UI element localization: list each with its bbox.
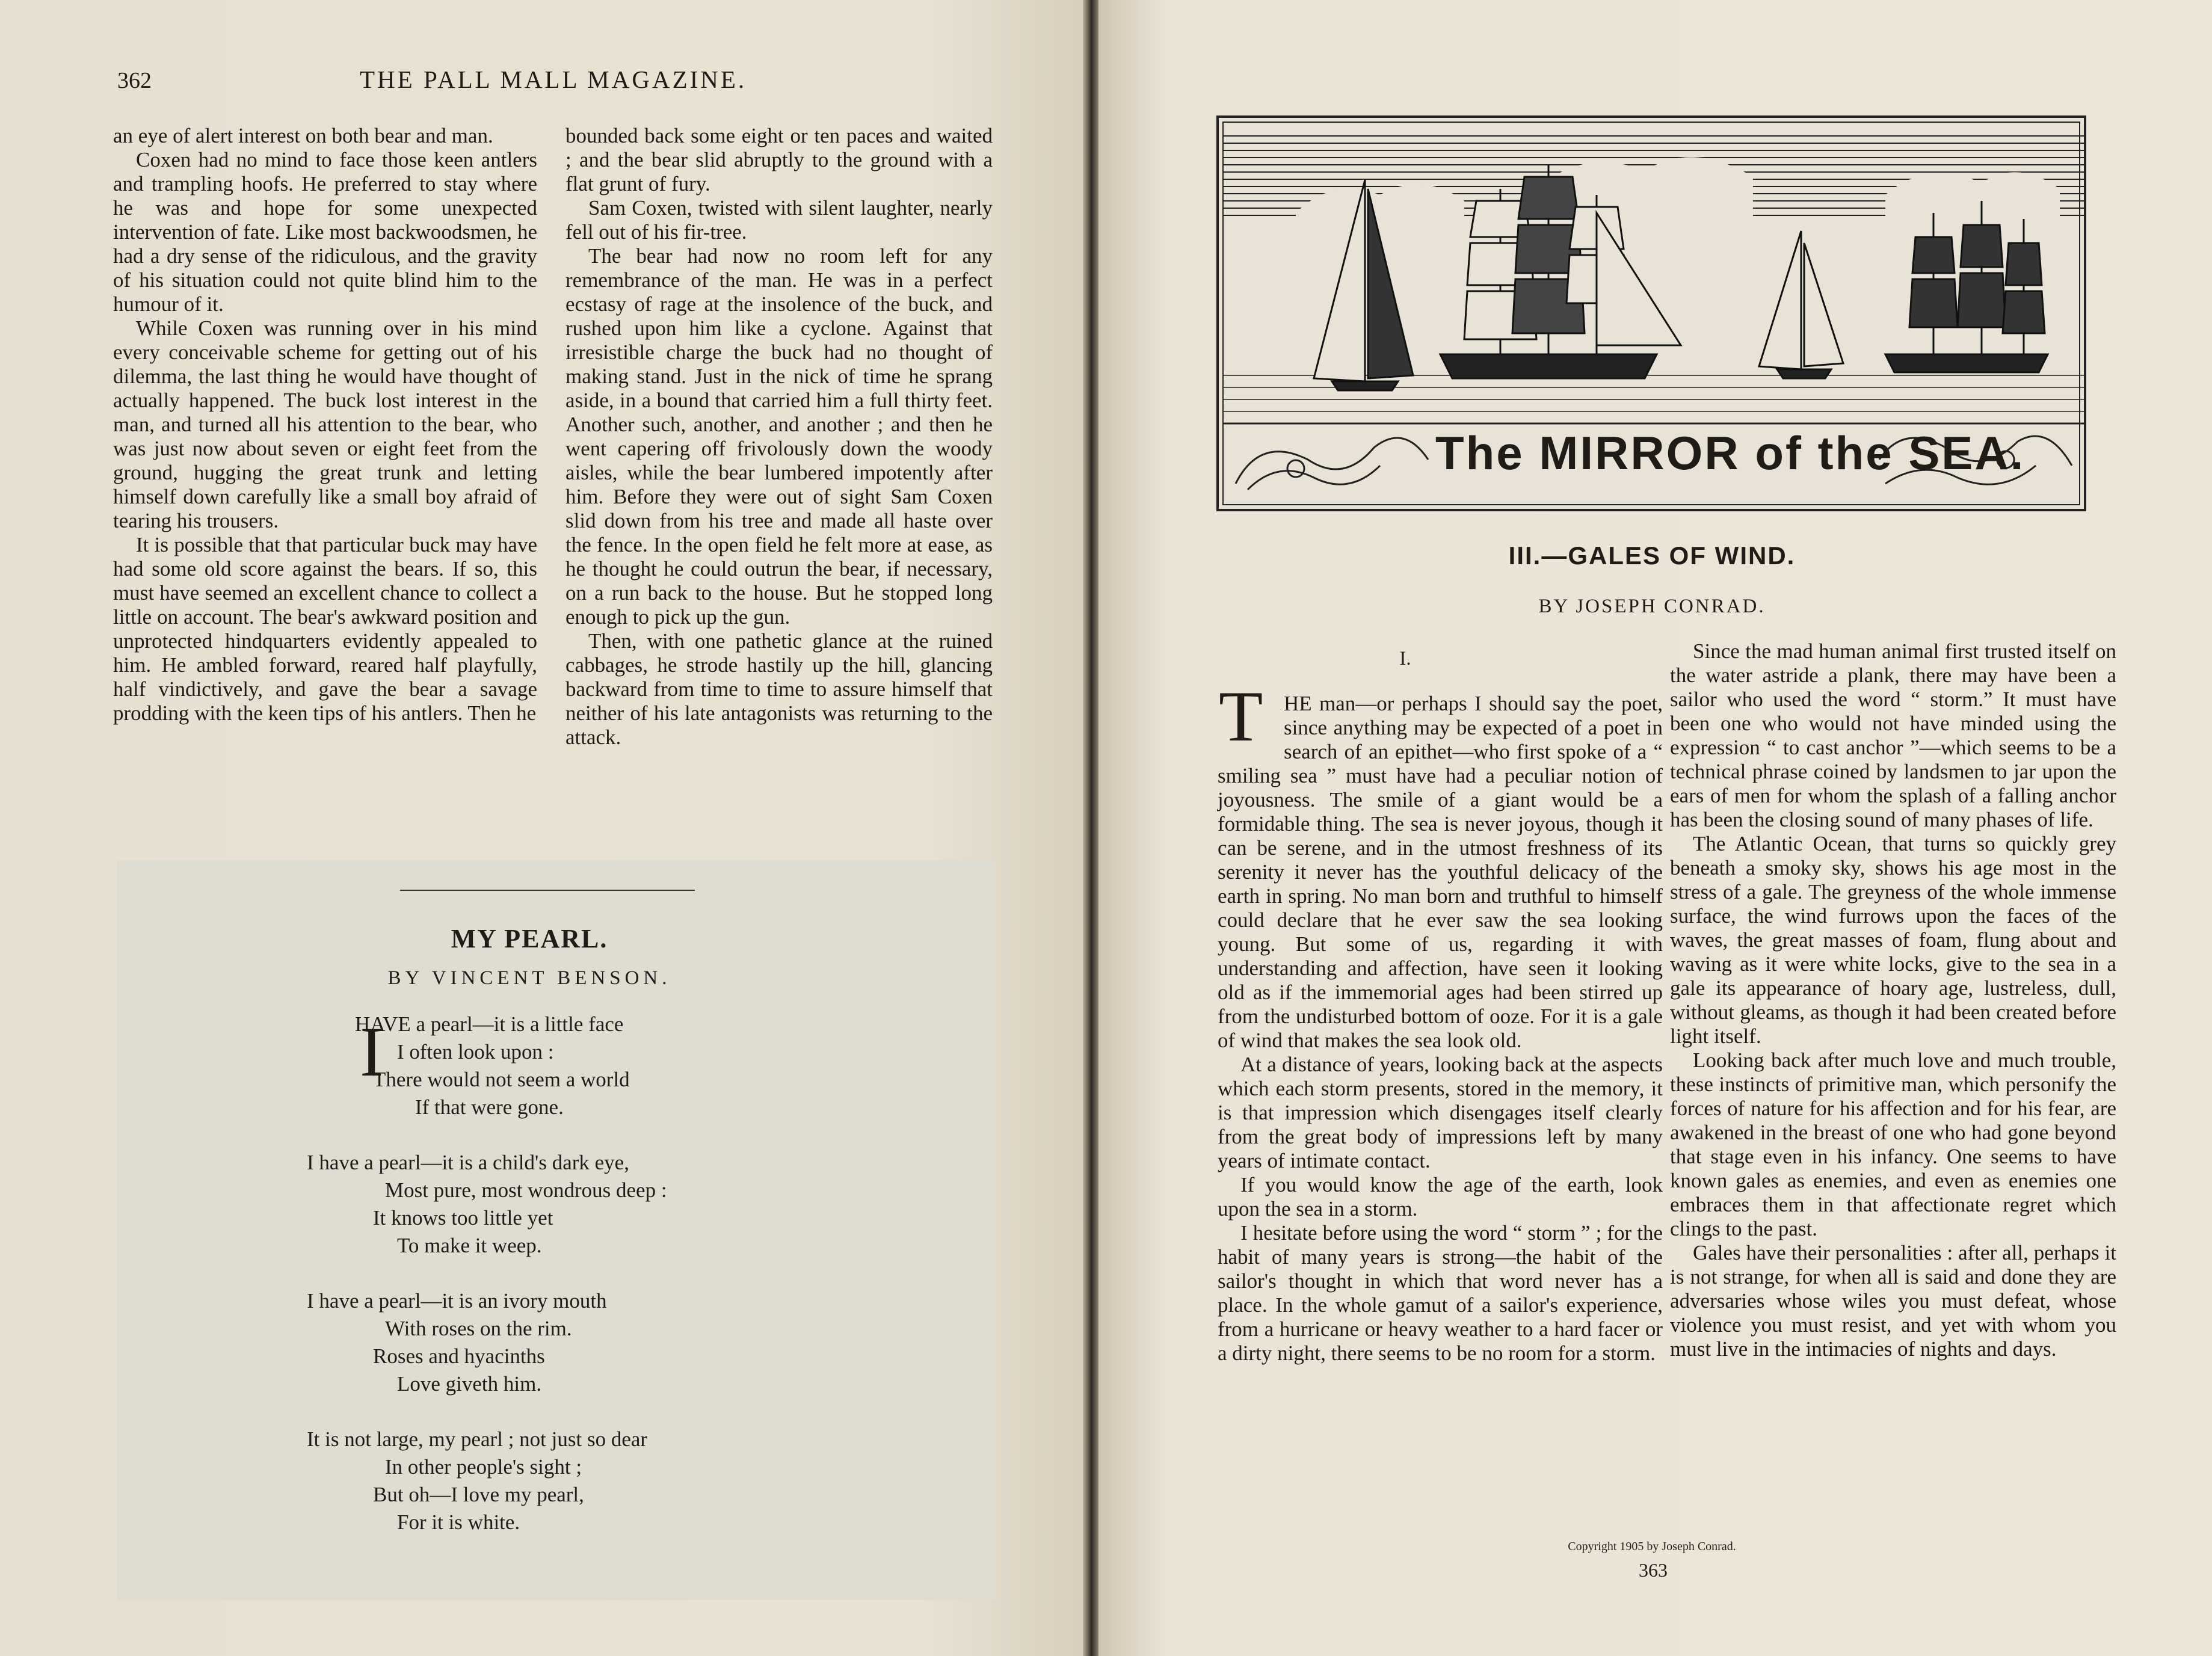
paragraph: If you would know the age of the earth, look upon the sea in a storm. [1218, 1173, 1663, 1220]
paragraph: I hesitate before using the word “ storm ” ; for the habit of many years is strong—the habit of the sailor's thought in which that word never has a place. In the whole gamut of a sailor's experience, from a hurricane or heavy weather to a hard facer or a dirty night, there seems to be no room for a storm. [1218, 1221, 1663, 1365]
page-number-left: 362 [117, 68, 152, 93]
illustrated-banner [1216, 115, 2086, 511]
paragraph: The bear had now no room left for any remembrance of the man. He was in a perfect ecstasy of rage at the insolence of the buck, and rushed upon him like a cyclone. Against that irresistible charge the buck had no thought of making stand. Just in the nick of time he sprang aside, in a bound that carried him a full thirty feet. Another such, another, and another ; and then he went capering off frivolously down the woody aisles, while the bear lumbered impotently after him. Before they were out of sight Sam Coxen slid down from his tree and made all haste over the fence. In the open field he felt more at ease, as he thought he could outrun the bear, if necessary, on a run back to the house. But he stopped long enough to pick up the gun. [565, 244, 993, 629]
section-number: I. [1399, 648, 1411, 669]
poem-line: I have a pearl—it is an ivory mouth [307, 1289, 607, 1313]
poem-line: For it is white. [397, 1510, 520, 1534]
poem-line: In other people's sight ; [385, 1455, 582, 1479]
poem-line: Roses and hyacinths [373, 1344, 545, 1368]
book-gutter [1083, 0, 1098, 1656]
left-page [0, 0, 1083, 1656]
paragraph: bounded back some eight or ten paces and waited ; and the bear slid abruptly to the ground with a flat grunt of fury. [565, 124, 993, 195]
poem-title: MY PEARL. [451, 924, 608, 953]
article-title: III.—GALES OF WIND. [1508, 541, 1796, 570]
poem-line: With roses on the rim. [385, 1317, 572, 1340]
paragraph: Then, with one pathetic glance at the ruined cabbages, he strode hastily up the hill, glancing backward from time to time to assure himself that neither of his late antagonists was returning to the attack. [565, 629, 993, 749]
poem-line: Most pure, most wondrous deep : [385, 1178, 667, 1202]
poem-line: Love giveth him. [397, 1372, 542, 1396]
poem-stanza [355, 1011, 836, 1121]
running-head: THE PALL MALL MAGAZINE. [360, 66, 747, 93]
left-column-2 [565, 124, 993, 750]
poem-line: To make it weep. [397, 1234, 542, 1257]
poem-drop-cap: I [360, 1012, 384, 1091]
paragraph: It is possible that that particular buck may have had some old score against the bears. If so, this must have seemed an excellent chance to collect a little on account. The bear's awkward position and unprotected hindquarters evidently appealed to him. He ambled forward, reared half playfully, half vindictively, and gave the bear a savage prodding with the keen tips of his antlers. Then he [113, 533, 537, 725]
paragraph: Looking back after much love and much trouble, these instincts of primitive man, which personify the forces of nature for his affection and for his fear, are awakened in the breast of one who had gone beyond that stage even in his infancy. One seems to have known gales as enemies, and even as enemies one embraces them in that affectionate regret which clings to the past. [1670, 1048, 2116, 1240]
poem-line: There would not seem a world [373, 1068, 630, 1091]
banner-title: The MIRROR of the SEA. [1435, 426, 2026, 479]
paragraph: At a distance of years, looking back at the aspects which each storm presents, stored in the memory, it is that impression which disengages itself clearly from the great body of impressions left by many years of intimate contact. [1218, 1053, 1663, 1172]
poem-line: But oh—I love my pearl, [373, 1483, 584, 1506]
poem-stanza [307, 1149, 836, 1260]
paragraph: While Coxen was running over in his mind every conceivable scheme for getting out of his dilemma, the last thing he would have thought of actually happened. The buck lost interest in the man, and turned all his attention to the bear, who was just now about seven or eight feet from the ground, hugging the great trunk and letting himself down carefully like a small boy afraid of tearing his trousers. [113, 316, 537, 532]
poem-stanza [307, 1287, 836, 1398]
poem-body [307, 1011, 836, 1564]
poem-line: I often look upon : [397, 1040, 554, 1063]
paragraph: an eye of alert interest on both bear and man. [113, 124, 493, 147]
left-column-1 [113, 124, 537, 725]
page-number-right: 363 [1639, 1559, 1668, 1581]
article-byline: BY JOSEPH CONRAD. [1538, 596, 1766, 617]
paragraph: HE man—or perhaps I should say the poet, since anything may be expected of a poet in search of an epithet—who first spoke of a “ smiling sea ” must have had a peculiar notion of joyousness. The smile of a giant would be a formidable thing. The sea is never joyous, though it can be serene, and in the utmost freshness of its serenity it never has the youthful delicacy of the earth in spring. No man born and truthful to himself could declare that he ever saw the sea looking young. But some of us, regarding it with understanding and affection, have seen it looking old as if the immemorial ages had been stirred up from the undisturbed bottom of ooze. For it is a gale of wind that makes the sea look old. [1218, 692, 1663, 1052]
article-drop-cap: T [1219, 676, 1263, 756]
poem-line: If that were gone. [415, 1095, 564, 1119]
copyright-notice: Copyright 1905 by Joseph Conrad. [1568, 1540, 1736, 1553]
paragraph: Coxen had no mind to face those keen antlers and trampling hoofs. He preferred to stay where he was and hope for some unexpected intervention of fate. Like most backwoodsmen, he had a dry sense of the ridiculous, and the gravity of his situation could not quite blind him to the humour of it. [113, 148, 537, 316]
poem-line: It is not large, my pearl ; not just so dear [307, 1427, 648, 1451]
right-column-2 [1670, 639, 2116, 1361]
paragraph: Since the mad human animal first trusted itself on the water astride a plank, there may have been a sailor who used the word “ storm.” It must have been one who would not have minded using the expression “ to cast anchor ”—which seems to be a technical phrase coined by landsmen to jar upon the ears of men for whom the splash of a falling anchor has been the closing sound of many phases of life. [1670, 639, 2116, 831]
poem-line: I have a pearl—it is a child's dark eye, [307, 1151, 629, 1174]
paragraph: The Atlantic Ocean, that turns so quickly grey beneath a smoky sky, shows his age most in the stress of a gale. The greyness of the whole immense surface, the wind furrows upon the faces of the waves, the great masses of foam, flung about and waving as it were white locks, give to the sea in a gale its appearance of hoary age, lustreless, dull, without gleams, as though it had been created before light itself. [1670, 832, 2116, 1048]
right-page [1098, 0, 2212, 1656]
poem-line: It knows too little yet [373, 1206, 553, 1230]
paragraph: Sam Coxen, twisted with silent laughter, nearly fell out of his fir-tree. [565, 196, 993, 244]
section-divider [400, 890, 695, 891]
poem-stanza [307, 1426, 836, 1536]
poem-line: HAVE a pearl—it is a little face [355, 1012, 624, 1036]
paragraph: Gales have their personalities : after all, perhaps it is not strange, for when all is said and done they are adversaries whose wiles you must defeat, whose violence you must resist, and yet with whom you must live in the intimacies of nights and days. [1670, 1241, 2116, 1361]
drop-cap-spacer [1218, 692, 1284, 763]
right-column-1 [1218, 692, 1663, 1365]
poem-byline: BY VINCENT BENSON. [387, 967, 671, 989]
